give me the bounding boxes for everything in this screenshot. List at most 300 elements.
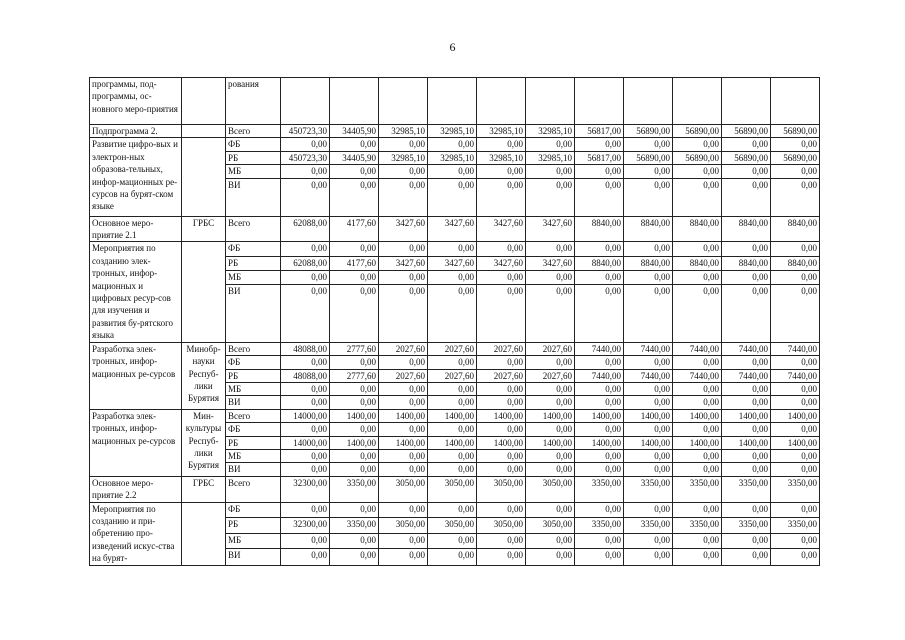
amount-cell: 0,00 — [477, 178, 526, 216]
amount-cell: 0,00 — [330, 463, 379, 476]
amount-cell: 32300,00 — [281, 476, 330, 502]
amount-cell: 56817,00 — [575, 125, 624, 138]
amount-cell: 0,00 — [673, 502, 722, 518]
amount-cell: 0,00 — [281, 242, 330, 256]
amount-cell: 8840,00 — [624, 216, 673, 242]
amount-cell — [379, 78, 428, 125]
amount-cell: 0,00 — [379, 449, 428, 462]
amount-cell: 3050,00 — [379, 476, 428, 502]
amount-cell: 0,00 — [624, 396, 673, 409]
funding-source-cell: ФБ — [226, 423, 281, 436]
amount-cell: 0,00 — [722, 270, 771, 284]
amount-cell: 0,00 — [379, 165, 428, 178]
amount-cell — [477, 78, 526, 125]
amount-cell: 0,00 — [281, 138, 330, 151]
amount-cell: 0,00 — [428, 449, 477, 462]
funding-source-cell: Всего — [226, 476, 281, 502]
amount-cell: 0,00 — [624, 242, 673, 256]
amount-cell: 0,00 — [722, 449, 771, 462]
amount-cell: 4177,60 — [330, 216, 379, 242]
measure-name-cell: Разработка элек-тронных, инфор-мационных ре-сурсов — [90, 409, 182, 476]
amount-cell: 0,00 — [477, 242, 526, 256]
amount-cell: 0,00 — [428, 165, 477, 178]
amount-cell: 0,00 — [428, 270, 477, 284]
amount-cell: 0,00 — [673, 423, 722, 436]
amount-cell: 7440,00 — [575, 342, 624, 355]
amount-cell: 3427,60 — [379, 216, 428, 242]
amount-cell: 450723,30 — [281, 151, 330, 164]
amount-cell: 3050,00 — [477, 518, 526, 534]
amount-cell: 0,00 — [722, 382, 771, 395]
amount-cell: 1400,00 — [330, 436, 379, 449]
amount-cell: 7440,00 — [575, 369, 624, 382]
amount-cell: 0,00 — [575, 284, 624, 342]
amount-cell: 0,00 — [673, 449, 722, 462]
funding-source-cell: МБ — [226, 533, 281, 549]
amount-cell: 0,00 — [330, 533, 379, 549]
measure-name-cell: Мероприятия по созданию и при-обретению про-изведений искус-ства на бурят- — [90, 502, 182, 565]
amount-cell: 0,00 — [575, 165, 624, 178]
amount-cell: 0,00 — [330, 502, 379, 518]
amount-cell: 0,00 — [477, 270, 526, 284]
executor-cell — [182, 78, 226, 125]
table-row — [90, 138, 820, 151]
amount-cell: 32985,10 — [428, 151, 477, 164]
executor-cell — [182, 138, 226, 216]
amount-cell: 8840,00 — [771, 216, 820, 242]
amount-cell: 0,00 — [477, 533, 526, 549]
executor-cell: Минобр-науки Респуб-лики Бурятия — [182, 342, 226, 409]
amount-cell: 7440,00 — [673, 369, 722, 382]
amount-cell: 0,00 — [673, 284, 722, 342]
funding-source-cell: ВИ — [226, 463, 281, 476]
amount-cell: 0,00 — [771, 449, 820, 462]
amount-cell: 0,00 — [428, 284, 477, 342]
executor-cell — [182, 502, 226, 565]
amount-cell: 0,00 — [624, 270, 673, 284]
amount-cell: 0,00 — [428, 178, 477, 216]
amount-cell: 0,00 — [379, 423, 428, 436]
amount-cell: 0,00 — [575, 396, 624, 409]
amount-cell: 3050,00 — [526, 518, 575, 534]
table-row — [90, 502, 820, 518]
amount-cell: 1400,00 — [379, 436, 428, 449]
amount-cell: 1400,00 — [477, 436, 526, 449]
amount-cell: 1400,00 — [526, 436, 575, 449]
funding-source-cell: МБ — [226, 165, 281, 178]
amount-cell: 0,00 — [330, 165, 379, 178]
amount-cell: 0,00 — [526, 138, 575, 151]
funding-source-cell: РБ — [226, 518, 281, 534]
amount-cell: 0,00 — [281, 463, 330, 476]
amount-cell: 56890,00 — [722, 151, 771, 164]
amount-cell: 2777,60 — [330, 369, 379, 382]
amount-cell: 32985,10 — [477, 151, 526, 164]
amount-cell: 0,00 — [771, 178, 820, 216]
amount-cell: 0,00 — [477, 356, 526, 369]
amount-cell: 56890,00 — [771, 151, 820, 164]
amount-cell: 0,00 — [673, 356, 722, 369]
measure-name-cell: Развитие цифро-вых и электрон-ных образова-тельных, инфор-мационных ре-сурсов на бурят-ском языке — [90, 138, 182, 216]
amount-cell: 4177,60 — [330, 256, 379, 270]
amount-cell: 0,00 — [624, 502, 673, 518]
amount-cell: 1400,00 — [428, 436, 477, 449]
measure-name-cell: Мероприятия по созданию элек-тронных, инфор-мационных и цифровых ресур-сов для изучения и развития бу-рятского языка — [90, 242, 182, 342]
funding-source-cell: ВИ — [226, 396, 281, 409]
amount-cell: 0,00 — [477, 396, 526, 409]
amount-cell: 1400,00 — [771, 409, 820, 422]
amount-cell: 0,00 — [722, 356, 771, 369]
amount-cell: 0,00 — [722, 423, 771, 436]
amount-cell: 3427,60 — [526, 216, 575, 242]
amount-cell: 0,00 — [624, 533, 673, 549]
amount-cell: 0,00 — [722, 533, 771, 549]
amount-cell: 1400,00 — [722, 409, 771, 422]
funding-source-cell: МБ — [226, 382, 281, 395]
amount-cell: 3350,00 — [771, 518, 820, 534]
amount-cell: 0,00 — [477, 449, 526, 462]
amount-cell: 0,00 — [526, 178, 575, 216]
funding-source-cell: ФБ — [226, 356, 281, 369]
amount-cell: 0,00 — [673, 165, 722, 178]
amount-cell: 0,00 — [330, 270, 379, 284]
amount-cell: 0,00 — [428, 502, 477, 518]
funding-source-cell: Всего — [226, 125, 281, 138]
amount-cell: 1400,00 — [330, 409, 379, 422]
funding-source-cell: РБ — [226, 436, 281, 449]
funding-source-cell: ФБ — [226, 242, 281, 256]
executor-cell: Мин-культуры Респуб-лики Бурятия — [182, 409, 226, 476]
amount-cell: 0,00 — [526, 549, 575, 565]
amount-cell: 32985,10 — [526, 125, 575, 138]
amount-cell: 56890,00 — [624, 151, 673, 164]
executor-cell — [182, 125, 226, 138]
amount-cell: 0,00 — [526, 356, 575, 369]
amount-cell: 0,00 — [526, 396, 575, 409]
amount-cell: 0,00 — [330, 138, 379, 151]
amount-cell: 1400,00 — [673, 436, 722, 449]
funding-source-cell: Всего — [226, 342, 281, 355]
amount-cell: 0,00 — [722, 284, 771, 342]
table-row — [90, 409, 820, 422]
amount-cell: 2027,60 — [428, 342, 477, 355]
amount-cell: 0,00 — [771, 533, 820, 549]
amount-cell: 0,00 — [379, 502, 428, 518]
amount-cell: 0,00 — [330, 382, 379, 395]
amount-cell: 0,00 — [330, 178, 379, 216]
table-row — [90, 216, 820, 242]
amount-cell: 0,00 — [771, 396, 820, 409]
amount-cell: 0,00 — [624, 423, 673, 436]
amount-cell: 0,00 — [428, 463, 477, 476]
amount-cell: 0,00 — [673, 533, 722, 549]
amount-cell: 0,00 — [330, 242, 379, 256]
amount-cell: 2027,60 — [379, 342, 428, 355]
amount-cell: 0,00 — [428, 549, 477, 565]
table-row — [90, 476, 820, 502]
amount-cell: 0,00 — [624, 449, 673, 462]
amount-cell: 0,00 — [379, 533, 428, 549]
amount-cell: 56817,00 — [575, 151, 624, 164]
amount-cell: 0,00 — [673, 463, 722, 476]
amount-cell: 2027,60 — [526, 342, 575, 355]
amount-cell: 0,00 — [575, 502, 624, 518]
amount-cell: 0,00 — [624, 165, 673, 178]
page-number: 6 — [449, 40, 456, 54]
amount-cell: 0,00 — [526, 463, 575, 476]
amount-cell: 7440,00 — [771, 369, 820, 382]
amount-cell: 56890,00 — [673, 151, 722, 164]
amount-cell — [330, 78, 379, 125]
amount-cell: 0,00 — [428, 356, 477, 369]
amount-cell: 0,00 — [379, 270, 428, 284]
funding-source-cell: ФБ — [226, 502, 281, 518]
amount-cell: 0,00 — [281, 449, 330, 462]
amount-cell: 0,00 — [624, 382, 673, 395]
amount-cell: 56890,00 — [771, 125, 820, 138]
amount-cell: 0,00 — [428, 382, 477, 395]
amount-cell: 14000,00 — [281, 409, 330, 422]
amount-cell: 3050,00 — [526, 476, 575, 502]
amount-cell: 1400,00 — [673, 409, 722, 422]
amount-cell: 3350,00 — [673, 518, 722, 534]
amount-cell: 1400,00 — [379, 409, 428, 422]
amount-cell: 0,00 — [281, 502, 330, 518]
amount-cell: 3350,00 — [330, 518, 379, 534]
funding-source-cell: ВИ — [226, 178, 281, 216]
amount-cell: 3350,00 — [624, 476, 673, 502]
amount-cell: 0,00 — [673, 138, 722, 151]
amount-cell: 0,00 — [477, 382, 526, 395]
budget-table — [89, 77, 820, 566]
amount-cell: 0,00 — [673, 178, 722, 216]
amount-cell: 0,00 — [771, 165, 820, 178]
amount-cell: 3350,00 — [722, 518, 771, 534]
amount-cell: 0,00 — [477, 423, 526, 436]
amount-cell: 2027,60 — [477, 342, 526, 355]
amount-cell: 0,00 — [722, 549, 771, 565]
amount-cell: 0,00 — [526, 449, 575, 462]
amount-cell: 0,00 — [330, 396, 379, 409]
amount-cell: 3427,60 — [379, 256, 428, 270]
amount-cell: 0,00 — [281, 165, 330, 178]
amount-cell: 0,00 — [722, 178, 771, 216]
amount-cell: 0,00 — [673, 549, 722, 565]
amount-cell: 48088,00 — [281, 369, 330, 382]
amount-cell: 0,00 — [428, 533, 477, 549]
amount-cell: 0,00 — [281, 284, 330, 342]
amount-cell: 0,00 — [624, 549, 673, 565]
amount-cell: 8840,00 — [673, 216, 722, 242]
amount-cell: 0,00 — [330, 423, 379, 436]
amount-cell: 0,00 — [330, 449, 379, 462]
amount-cell — [575, 78, 624, 125]
amount-cell — [673, 78, 722, 125]
amount-cell: 0,00 — [477, 549, 526, 565]
amount-cell: 0,00 — [379, 356, 428, 369]
amount-cell: 0,00 — [771, 284, 820, 342]
amount-cell: 2027,60 — [428, 369, 477, 382]
amount-cell — [624, 78, 673, 125]
amount-cell: 0,00 — [624, 284, 673, 342]
amount-cell: 0,00 — [526, 423, 575, 436]
funding-source-cell: МБ — [226, 449, 281, 462]
table-row — [90, 125, 820, 138]
amount-cell: 3350,00 — [575, 476, 624, 502]
amount-cell: 7440,00 — [722, 369, 771, 382]
amount-cell: 2027,60 — [379, 369, 428, 382]
measure-name-cell: Основное меро-приятие 2.2 — [90, 476, 182, 502]
amount-cell: 0,00 — [477, 284, 526, 342]
amount-cell: 0,00 — [379, 284, 428, 342]
table-row — [90, 342, 820, 355]
amount-cell: 0,00 — [526, 533, 575, 549]
amount-cell: 7440,00 — [722, 342, 771, 355]
amount-cell: 0,00 — [771, 242, 820, 256]
amount-cell: 3050,00 — [477, 476, 526, 502]
amount-cell — [722, 78, 771, 125]
funding-source-cell: ВИ — [226, 549, 281, 565]
amount-cell: 0,00 — [722, 502, 771, 518]
amount-cell: 32985,10 — [379, 151, 428, 164]
amount-cell: 1400,00 — [477, 409, 526, 422]
amount-cell: 0,00 — [575, 423, 624, 436]
amount-cell: 0,00 — [379, 138, 428, 151]
amount-cell: 0,00 — [575, 549, 624, 565]
amount-cell: 0,00 — [428, 396, 477, 409]
table-row — [90, 242, 820, 256]
amount-cell: 0,00 — [575, 449, 624, 462]
amount-cell: 3427,60 — [526, 256, 575, 270]
amount-cell: 8840,00 — [722, 256, 771, 270]
amount-cell: 0,00 — [428, 138, 477, 151]
amount-cell: 0,00 — [281, 396, 330, 409]
amount-cell: 0,00 — [477, 165, 526, 178]
amount-cell: 1400,00 — [526, 409, 575, 422]
amount-cell — [526, 78, 575, 125]
executor-cell — [182, 242, 226, 342]
amount-cell: 0,00 — [526, 270, 575, 284]
amount-cell: 0,00 — [379, 382, 428, 395]
amount-cell: 14000,00 — [281, 436, 330, 449]
amount-cell: 8840,00 — [722, 216, 771, 242]
amount-cell: 1400,00 — [575, 409, 624, 422]
amount-cell: 7440,00 — [624, 369, 673, 382]
amount-cell: 0,00 — [477, 138, 526, 151]
measure-name-cell: Разработка элек-тронных, инфор-мационных ре-сурсов — [90, 342, 182, 409]
amount-cell: 3427,60 — [428, 256, 477, 270]
amount-cell: 3350,00 — [575, 518, 624, 534]
amount-cell: 0,00 — [673, 382, 722, 395]
amount-cell: 0,00 — [575, 533, 624, 549]
amount-cell: 62088,00 — [281, 216, 330, 242]
amount-cell: 0,00 — [771, 463, 820, 476]
amount-cell: 0,00 — [428, 423, 477, 436]
amount-cell: 48088,00 — [281, 342, 330, 355]
amount-cell: 0,00 — [771, 270, 820, 284]
amount-cell: 2027,60 — [526, 369, 575, 382]
amount-cell: 7440,00 — [771, 342, 820, 355]
amount-cell: 8840,00 — [673, 256, 722, 270]
amount-cell: 0,00 — [281, 178, 330, 216]
amount-cell: 0,00 — [526, 382, 575, 395]
amount-cell: 8840,00 — [771, 256, 820, 270]
amount-cell — [428, 78, 477, 125]
amount-cell: 0,00 — [379, 396, 428, 409]
amount-cell: 0,00 — [771, 356, 820, 369]
measure-name-cell: Основное меро-приятие 2.1 — [90, 216, 182, 242]
amount-cell: 0,00 — [526, 502, 575, 518]
amount-cell: 1400,00 — [771, 436, 820, 449]
amount-cell: 56890,00 — [673, 125, 722, 138]
amount-cell: 56890,00 — [624, 125, 673, 138]
amount-cell: 450723,30 — [281, 125, 330, 138]
amount-cell: 1400,00 — [575, 436, 624, 449]
amount-cell: 0,00 — [379, 463, 428, 476]
amount-cell: 32300,00 — [281, 518, 330, 534]
amount-cell: 56890,00 — [722, 125, 771, 138]
amount-cell: 0,00 — [575, 356, 624, 369]
amount-cell: 0,00 — [722, 138, 771, 151]
funding-source-cell: РБ — [226, 151, 281, 164]
amount-cell: 3050,00 — [379, 518, 428, 534]
amount-cell: 1400,00 — [624, 436, 673, 449]
amount-cell: 1400,00 — [624, 409, 673, 422]
amount-cell: 32985,10 — [477, 125, 526, 138]
amount-cell: 7440,00 — [624, 342, 673, 355]
amount-cell: 0,00 — [281, 356, 330, 369]
amount-cell: 0,00 — [673, 242, 722, 256]
amount-cell: 0,00 — [281, 382, 330, 395]
amount-cell: 2027,60 — [477, 369, 526, 382]
amount-cell: 3350,00 — [673, 476, 722, 502]
amount-cell: 0,00 — [673, 396, 722, 409]
amount-cell: 8840,00 — [575, 256, 624, 270]
funding-source-cell: рования — [226, 78, 281, 125]
funding-source-cell: Всего — [226, 409, 281, 422]
amount-cell — [771, 78, 820, 125]
executor-cell: ГРБС — [182, 476, 226, 502]
amount-cell: 34405,90 — [330, 151, 379, 164]
amount-cell: 0,00 — [379, 178, 428, 216]
measure-name-cell: Подпрограмма 2. — [90, 125, 182, 138]
amount-cell: 0,00 — [379, 549, 428, 565]
amount-cell: 3350,00 — [624, 518, 673, 534]
funding-source-cell: ВИ — [226, 284, 281, 342]
amount-cell: 0,00 — [575, 178, 624, 216]
amount-cell: 0,00 — [771, 382, 820, 395]
funding-source-cell: Всего — [226, 216, 281, 242]
amount-cell: 8840,00 — [624, 256, 673, 270]
amount-cell: 0,00 — [624, 178, 673, 216]
executor-cell: ГРБС — [182, 216, 226, 242]
amount-cell: 0,00 — [428, 242, 477, 256]
amount-cell: 32985,10 — [379, 125, 428, 138]
amount-cell: 62088,00 — [281, 256, 330, 270]
amount-cell: 0,00 — [281, 533, 330, 549]
funding-source-cell: РБ — [226, 369, 281, 382]
amount-cell: 0,00 — [330, 356, 379, 369]
amount-cell: 0,00 — [575, 138, 624, 151]
measure-name-cell: программы, под-программы, ос-новного меро-приятия — [90, 78, 182, 125]
amount-cell: 0,00 — [673, 270, 722, 284]
amount-cell: 0,00 — [330, 284, 379, 342]
amount-cell: 0,00 — [281, 270, 330, 284]
amount-cell: 3427,60 — [477, 256, 526, 270]
amount-cell: 1400,00 — [722, 436, 771, 449]
amount-cell: 0,00 — [722, 165, 771, 178]
amount-cell — [281, 78, 330, 125]
